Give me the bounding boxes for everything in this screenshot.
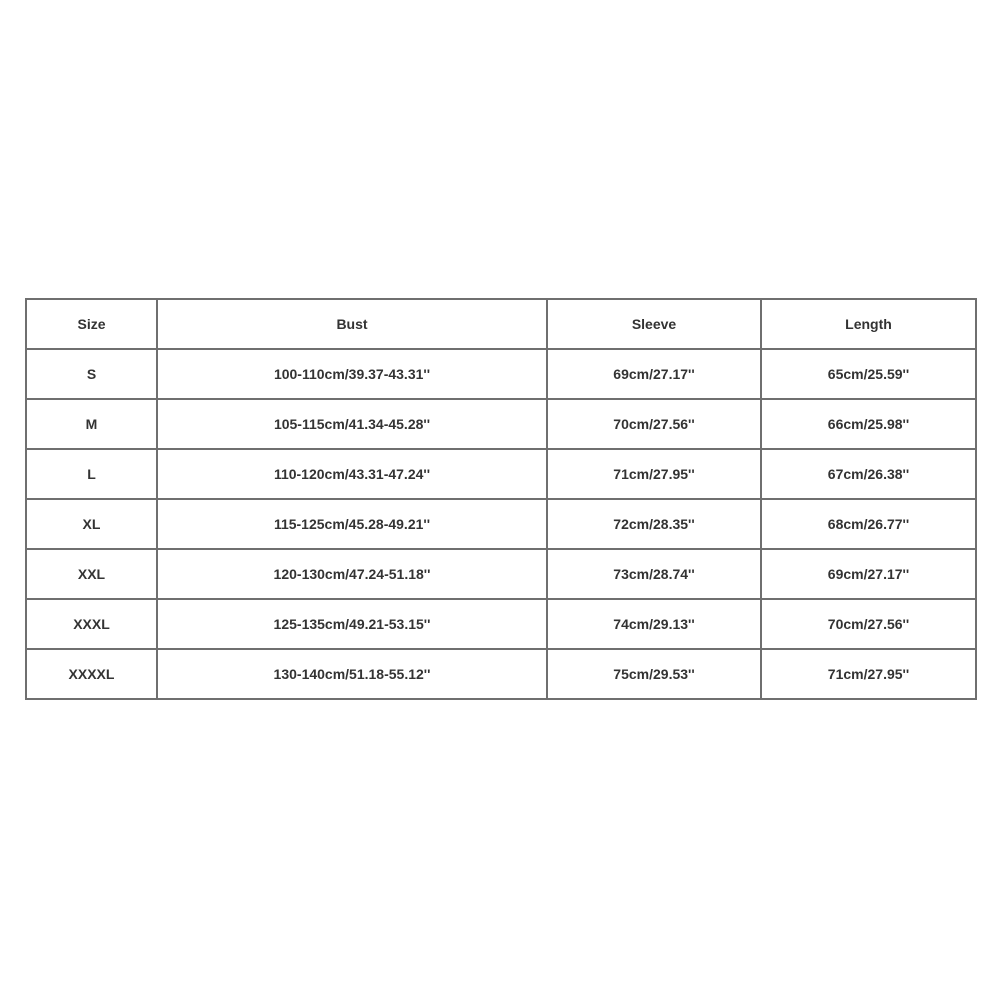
sleeve-cell: 74cm/29.13''	[547, 599, 761, 649]
size-cell: M	[26, 399, 157, 449]
length-cell: 70cm/27.56''	[761, 599, 976, 649]
table-row	[26, 399, 976, 449]
header-row	[26, 299, 976, 349]
table-row	[26, 349, 976, 399]
table-row	[26, 649, 976, 699]
bust-cell: 130-140cm/51.18-55.12''	[157, 649, 547, 699]
size-chart-table	[25, 298, 977, 700]
length-cell: 68cm/26.77''	[761, 499, 976, 549]
table-row	[26, 549, 976, 599]
table-row	[26, 599, 976, 649]
sleeve-cell: 69cm/27.17''	[547, 349, 761, 399]
size-cell: XXL	[26, 549, 157, 599]
bust-cell: 125-135cm/49.21-53.15''	[157, 599, 547, 649]
header-sleeve: Sleeve	[547, 299, 761, 349]
bust-cell: 105-115cm/41.34-45.28''	[157, 399, 547, 449]
header-size: Size	[26, 299, 157, 349]
size-cell: S	[26, 349, 157, 399]
size-cell: XXXL	[26, 599, 157, 649]
length-cell: 69cm/27.17''	[761, 549, 976, 599]
sleeve-cell: 73cm/28.74''	[547, 549, 761, 599]
bust-cell: 115-125cm/45.28-49.21''	[157, 499, 547, 549]
size-cell: L	[26, 449, 157, 499]
length-cell: 65cm/25.59''	[761, 349, 976, 399]
size-cell: XL	[26, 499, 157, 549]
header-length: Length	[761, 299, 976, 349]
length-cell: 66cm/25.98''	[761, 399, 976, 449]
sleeve-cell: 70cm/27.56''	[547, 399, 761, 449]
bust-cell: 110-120cm/43.31-47.24''	[157, 449, 547, 499]
bust-cell: 120-130cm/47.24-51.18''	[157, 549, 547, 599]
header-bust: Bust	[157, 299, 547, 349]
bust-cell: 100-110cm/39.37-43.31''	[157, 349, 547, 399]
sleeve-cell: 72cm/28.35''	[547, 499, 761, 549]
sleeve-cell: 75cm/29.53''	[547, 649, 761, 699]
sleeve-cell: 71cm/27.95''	[547, 449, 761, 499]
table-row	[26, 499, 976, 549]
length-cell: 67cm/26.38''	[761, 449, 976, 499]
length-cell: 71cm/27.95''	[761, 649, 976, 699]
size-cell: XXXXL	[26, 649, 157, 699]
table-row	[26, 449, 976, 499]
